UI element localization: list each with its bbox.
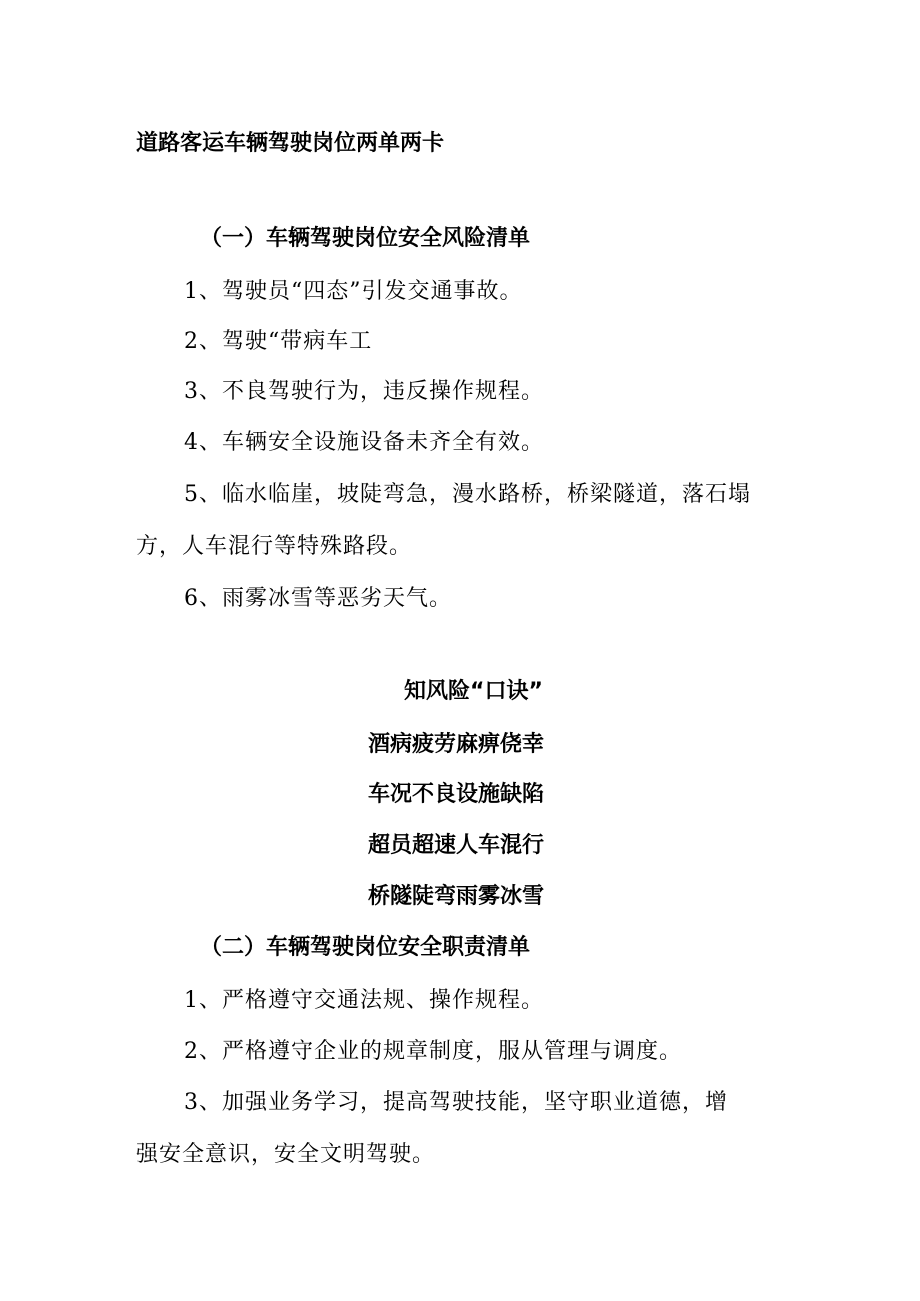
- section1-item: 5、临水临崖，坡陡弯急，漫水路桥，桥梁隧道，落石塌: [184, 482, 751, 507]
- document-title: 道路客运车辆驾驶岗位两单两卡: [136, 131, 445, 156]
- section1-item: 3、不良驾驶行为，违反操作规程。: [184, 379, 544, 404]
- section2-heading: （二）车辆驾驶岗位安全职责清单: [200, 935, 531, 960]
- section2-item: 1、严格遵守交通法规、操作规程。: [184, 988, 544, 1013]
- section1-heading: （一）车辆驾驶岗位安全风险清单: [200, 226, 531, 251]
- mnemonic-line: 桥隧陡弯雨雾冰雪: [368, 884, 545, 909]
- section2-item: 2、严格遵守企业的规章制度，服从管理与调度。: [184, 1039, 682, 1064]
- mnemonic-line: 车况不良设施缺陷: [368, 782, 545, 807]
- mnemonic-line: 超员超速人车混行: [368, 833, 545, 858]
- section1-item: 2、驾驶“带病车工: [184, 329, 373, 354]
- mnemonic-line: 酒病疲劳麻痹侥幸: [368, 732, 545, 757]
- section1-item: 1、驾驶员“四态”引发交通事故。: [184, 279, 523, 304]
- section1-item: 6、雨雾冰雪等恶劣天气。: [184, 586, 452, 611]
- section2-item: 3、加强业务学习，提高驾驶技能，坚守职业道德，增: [184, 1090, 728, 1115]
- section1-item-continuation: 方，人车混行等特殊路段。: [136, 534, 413, 559]
- section1-item: 4、车辆安全设施设备未齐全有效。: [184, 430, 544, 455]
- section2-item-continuation: 强安全意识，安全文明驾驶。: [136, 1142, 436, 1167]
- mnemonic-heading: 知风险“口诀”: [404, 679, 543, 704]
